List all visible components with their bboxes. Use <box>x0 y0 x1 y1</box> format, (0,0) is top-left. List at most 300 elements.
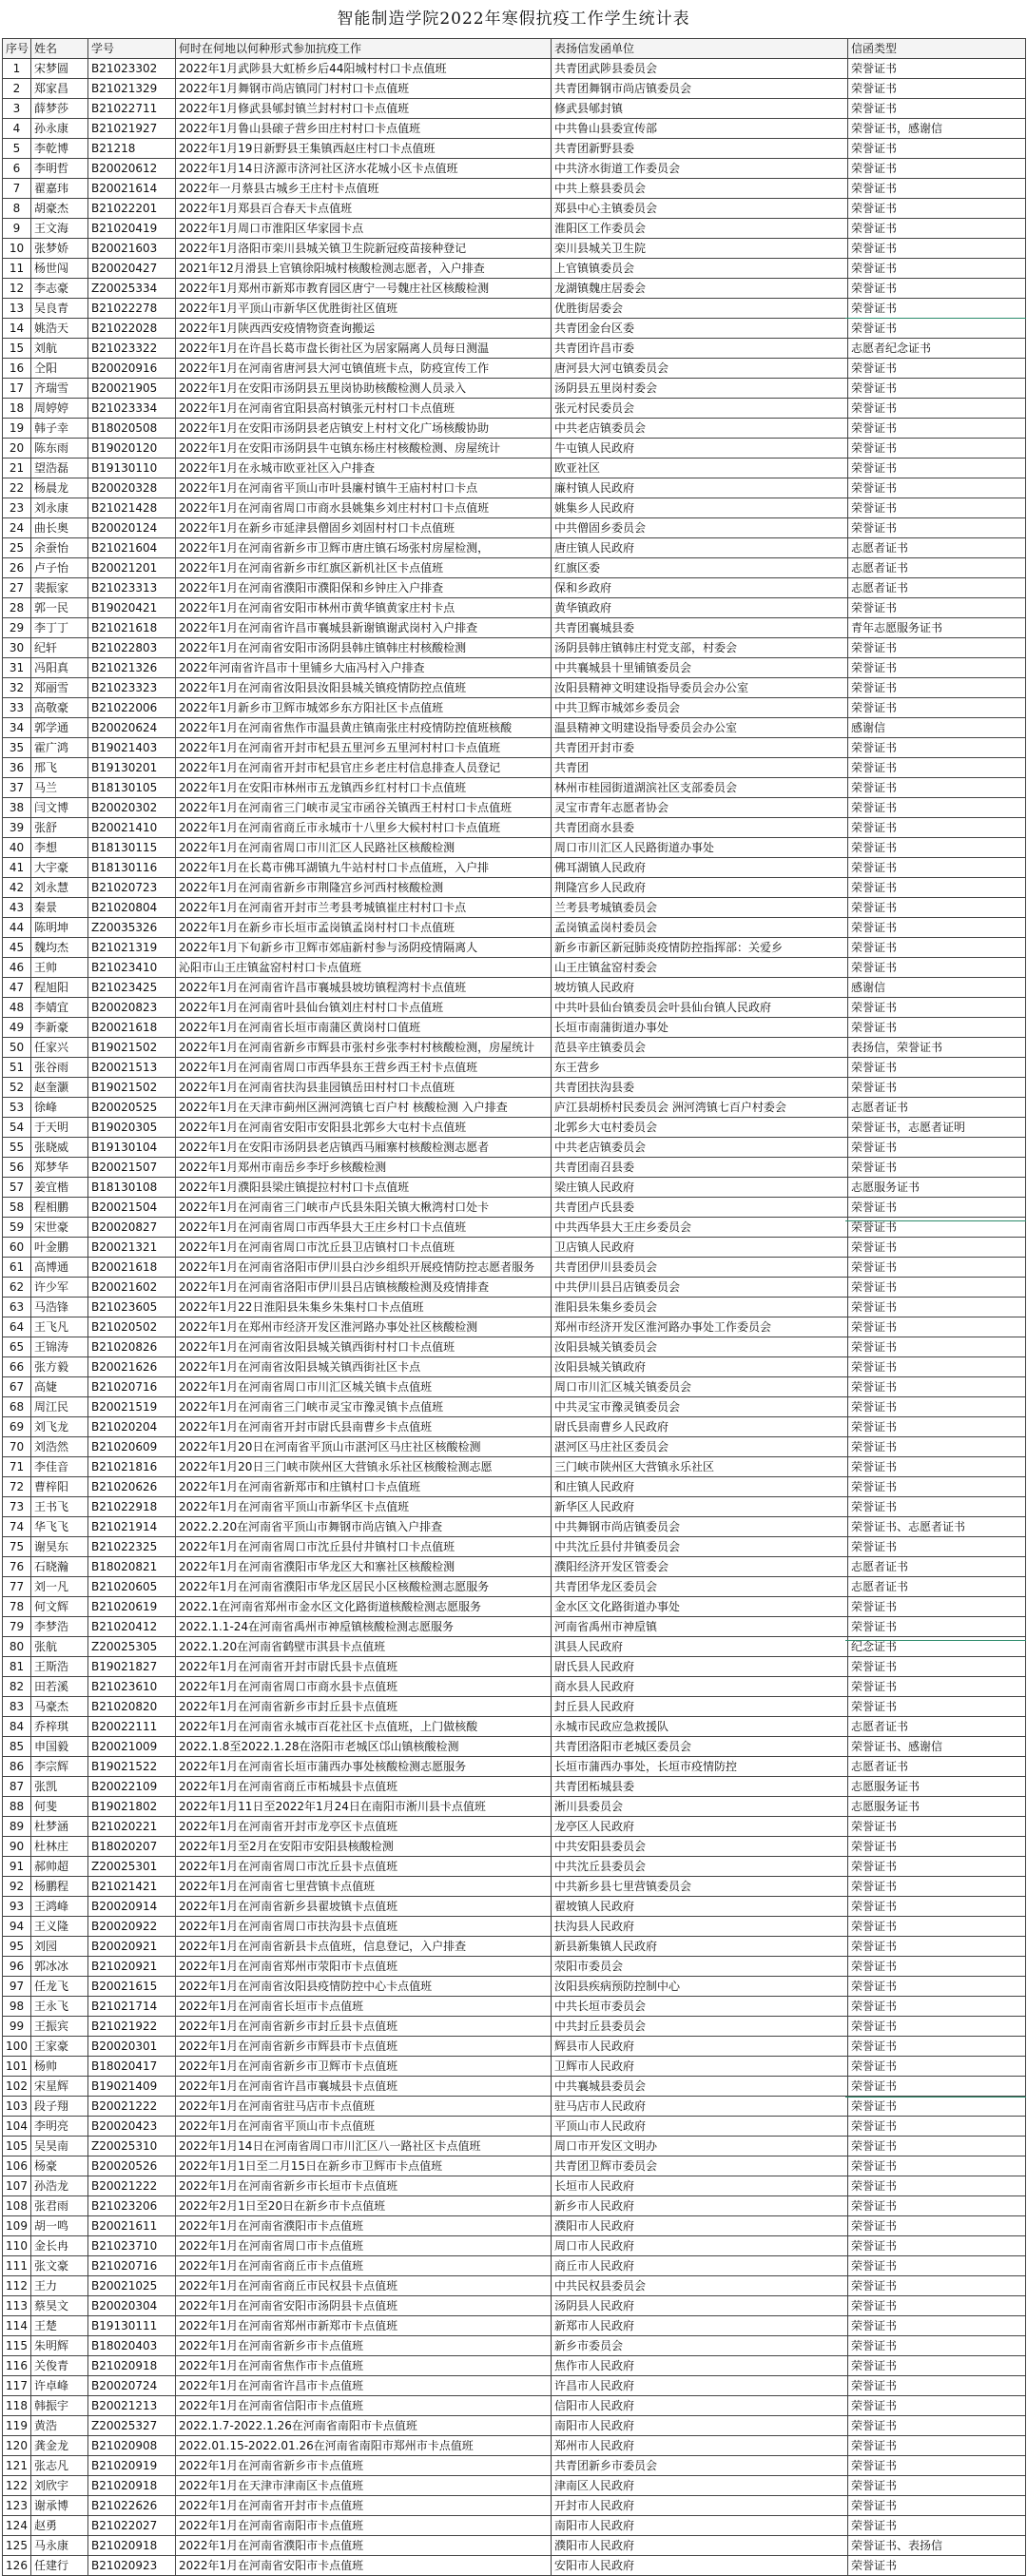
table-row <box>3 459 1026 478</box>
table-row <box>3 1977 1026 1997</box>
cell-student-id: B21020804 <box>88 898 176 918</box>
cell-index: 97 <box>3 1977 31 1997</box>
cell-student-id: Z20025305 <box>88 1637 176 1657</box>
table-row <box>3 598 1026 618</box>
cell-letter-type: 志愿者证书 <box>848 538 1026 558</box>
cell-letter-type: 志愿者纪念证书 <box>848 339 1026 359</box>
cell-issuer: 共青团扶沟县委 <box>552 1078 848 1098</box>
cell-issuer: 中共安阳县委员会 <box>552 1837 848 1857</box>
table-row <box>3 419 1026 439</box>
cell-activity: 沁阳市山王庄镇盆窑村村口卡点值班 <box>176 958 552 978</box>
cell-index: 27 <box>3 578 31 598</box>
table-row <box>3 1877 1026 1897</box>
cell-issuer: 东王营乡 <box>552 1058 848 1078</box>
cell-letter-type: 荣誉证书 <box>848 279 1026 299</box>
cell-student-id: B19130110 <box>88 459 176 478</box>
cell-issuer: 中共沈丘县委员会 <box>552 1857 848 1877</box>
cell-student-id: B19021403 <box>88 738 176 758</box>
cell-student-id: B20021507 <box>88 1158 176 1178</box>
cell-letter-type: 荣誉证书 <box>848 2236 1026 2256</box>
cell-name: 王锦涛 <box>31 1337 88 1357</box>
cell-activity: 2022年1月在河南省郑州市荥阳市卡点值班 <box>176 1957 552 1977</box>
table-row <box>3 718 1026 738</box>
table-row <box>3 1477 1026 1497</box>
cell-name: 李宗辉 <box>31 1757 88 1777</box>
cell-index: 62 <box>3 1278 31 1298</box>
table-row <box>3 79 1026 99</box>
cell-name: 郭学通 <box>31 718 88 738</box>
cell-letter-type: 荣誉证书 <box>848 2137 1026 2156</box>
table-row <box>3 1797 1026 1817</box>
table-row <box>3 159 1026 179</box>
cell-activity: 2022年1月在河南省开封市卡点值班 <box>176 2496 552 2516</box>
cell-student-id: B20020526 <box>88 2156 176 2176</box>
cell-issuer: 卫辉市人民政府 <box>552 2057 848 2077</box>
green-underline <box>845 318 1026 319</box>
cell-name: 刘一凡 <box>31 1577 88 1597</box>
cell-index: 56 <box>3 1158 31 1178</box>
cell-index: 117 <box>3 2376 31 2396</box>
cell-student-id: B20021410 <box>88 818 176 838</box>
cell-student-id: B21020716 <box>88 1377 176 1397</box>
cell-activity: 2022年1月在河南省开封市兰考县考城镇崔庄村村口卡点 <box>176 898 552 918</box>
cell-student-id: B20021615 <box>88 1977 176 1997</box>
cell-activity: 2022年1月在河南省商丘市永城市十八里乡大候村村口卡点值班 <box>176 818 552 838</box>
cell-letter-type: 荣誉证书 <box>848 79 1026 99</box>
table-row <box>3 2256 1026 2276</box>
cell-letter-type: 荣誉证书 <box>848 59 1026 79</box>
table-row <box>3 299 1026 319</box>
cell-name: 张谷雨 <box>31 1058 88 1078</box>
cell-student-id: Z20025310 <box>88 2137 176 2156</box>
table-row <box>3 1697 1026 1717</box>
cell-student-id: B21020626 <box>88 1477 176 1497</box>
cell-index: 108 <box>3 2196 31 2216</box>
table-row <box>3 478 1026 498</box>
cell-student-id: B21020605 <box>88 1577 176 1597</box>
table-row <box>3 2216 1026 2236</box>
cell-index: 82 <box>3 1677 31 1697</box>
cell-index: 113 <box>3 2296 31 2316</box>
table-row <box>3 379 1026 399</box>
cell-issuer: 平顶山市人民政府 <box>552 2117 848 2137</box>
table-row <box>3 1937 1026 1957</box>
cell-name: 马浩锋 <box>31 1298 88 1317</box>
cell-name: 王书飞 <box>31 1497 88 1517</box>
cell-index: 4 <box>3 119 31 139</box>
cell-index: 29 <box>3 618 31 638</box>
cell-letter-type: 荣誉证书 <box>848 1317 1026 1337</box>
cell-student-id: B20020823 <box>88 998 176 1018</box>
cell-issuer: 共青团伊川县委员会 <box>552 1258 848 1278</box>
cell-letter-type: 荣誉证书 <box>848 638 1026 658</box>
cell-issuer: 欧亚社区 <box>552 459 848 478</box>
cell-student-id: B21020723 <box>88 878 176 898</box>
cell-issuer: 保和乡政府 <box>552 578 848 598</box>
table-row <box>3 738 1026 758</box>
cell-student-id: B21021914 <box>88 1517 176 1537</box>
cell-letter-type: 荣誉证书 <box>848 1058 1026 1078</box>
cell-name: 王斯浩 <box>31 1657 88 1677</box>
cell-issuer: 永城市民政应急救援队 <box>552 1717 848 1737</box>
cell-issuer: 廉村镇人民政府 <box>552 478 848 498</box>
cell-letter-type: 荣誉证书 <box>848 2077 1026 2097</box>
cell-issuer: 淇县人民政府 <box>552 1637 848 1657</box>
cell-student-id: Z20025327 <box>88 2416 176 2436</box>
cell-activity: 2022年1月在安阳市汤阴县老店镇安上村村文化广场核酸协助 <box>176 419 552 439</box>
cell-name: 郑丽雪 <box>31 678 88 698</box>
cell-letter-type: 荣誉证书 <box>848 2117 1026 2137</box>
cell-issuer: 唐庄镇人民政府 <box>552 538 848 558</box>
cell-activity: 2022年1月在河南省七里营镇卡点值班 <box>176 1877 552 1897</box>
table-row <box>3 1717 1026 1737</box>
cell-activity: 2022年1月在河南省濮阳市华龙区大和寨社区核酸检测 <box>176 1557 552 1577</box>
cell-student-id: B21023605 <box>88 1298 176 1317</box>
cell-activity: 2022年1月在新乡市延津县僧固乡刘固村村口卡点值班 <box>176 518 552 538</box>
cell-name: 高博通 <box>31 1258 88 1278</box>
table-row <box>3 139 1026 159</box>
table-row <box>3 1577 1026 1597</box>
cell-letter-type: 荣誉证书 <box>848 1218 1026 1238</box>
cell-activity: 2022年1月下旬新乡市卫辉市郊庙新村参与汤阴疫情隔离人 <box>176 938 552 958</box>
cell-student-id: B20020423 <box>88 2117 176 2137</box>
cell-letter-type: 荣誉证书 <box>848 2316 1026 2336</box>
cell-issuer: 坡坊镇人民政府 <box>552 978 848 998</box>
table-row <box>3 1557 1026 1577</box>
cell-name: 曹梓阳 <box>31 1477 88 1497</box>
table-row <box>3 1857 1026 1877</box>
cell-issuer: 共青团新野县委 <box>552 139 848 159</box>
cell-student-id: B21022918 <box>88 1497 176 1517</box>
cell-name: 石晓瀚 <box>31 1557 88 1577</box>
cell-name: 段子翔 <box>31 2097 88 2117</box>
table-row <box>3 1897 1026 1917</box>
cell-activity: 2022年1月在河南省汝阳县城关镇西街村村口卡点值班 <box>176 1337 552 1357</box>
cell-activity: 2022年1月在许昌长葛市盘长街社区为居家隔离人员每日测温 <box>176 339 552 359</box>
cell-student-id: B20021321 <box>88 1238 176 1258</box>
cell-name: 杨晨龙 <box>31 478 88 498</box>
cell-letter-type: 荣誉证书 <box>848 1657 1026 1677</box>
cell-student-id: B21021714 <box>88 1997 176 2017</box>
cell-index: 18 <box>3 399 31 419</box>
cell-issuer: 中共襄城县十里铺镇委员会 <box>552 658 848 678</box>
cell-index: 59 <box>3 1218 31 1238</box>
cell-index: 54 <box>3 1118 31 1138</box>
cell-index: 98 <box>3 1997 31 2017</box>
cell-name: 乔梓琪 <box>31 1717 88 1737</box>
table-row <box>3 1517 1026 1537</box>
cell-activity: 2022年1月在河南省开封市杞县五里河乡五里河村村口卡点值班 <box>176 738 552 758</box>
cell-index: 39 <box>3 818 31 838</box>
cell-student-id: B20021009 <box>88 1737 176 1757</box>
cell-activity: 2022年1月郑州市新郑市教育园区唐宁一号魏庄社区核酸检测 <box>176 279 552 299</box>
cell-issuer: 中共舞钢市尚店镇委员会 <box>552 1517 848 1537</box>
cell-name: 张舒 <box>31 818 88 838</box>
cell-student-id: B20020304 <box>88 2296 176 2316</box>
cell-letter-type: 荣誉证书、表扬信 <box>848 2536 1026 2556</box>
cell-activity: 2022年1月在河南省新郑市和庄镇村口卡点值班 <box>176 1477 552 1497</box>
cell-name: 刘航 <box>31 339 88 359</box>
cell-student-id: B20020612 <box>88 159 176 179</box>
cell-index: 120 <box>3 2436 31 2456</box>
cell-student-id: B20021626 <box>88 1357 176 1377</box>
cell-index: 112 <box>3 2276 31 2296</box>
cell-student-id: B19020120 <box>88 439 176 459</box>
cell-activity: 2022年1月在河南省新乡市辉县市张村乡张李村村核酸检测，房屋统计 <box>176 1038 552 1058</box>
cell-issuer: 汝阳县疾病预防控制中心 <box>552 1977 848 1997</box>
cell-activity: 2022.1.1-24在河南省禹州市神垕镇核酸检测志愿服务 <box>176 1617 552 1637</box>
table-row <box>3 2097 1026 2117</box>
cell-activity: 2022年1月周口市淮阳区华家园卡点 <box>176 219 552 239</box>
cell-name: 闫文博 <box>31 798 88 818</box>
cell-index: 40 <box>3 838 31 858</box>
cell-letter-type: 荣誉证书，志愿者证明 <box>848 1118 1026 1138</box>
cell-activity: 2022.01.15-2022.01.26在河南省南阳市郑州市卡点值班 <box>176 2436 552 2456</box>
cell-student-id: B20020427 <box>88 259 176 279</box>
cell-name: 张晓威 <box>31 1138 88 1158</box>
cell-name: 李新豪 <box>31 1018 88 1038</box>
cell-student-id: Z20035326 <box>88 918 176 938</box>
cell-index: 3 <box>3 99 31 119</box>
cell-index: 83 <box>3 1697 31 1717</box>
cell-name: 李志豪 <box>31 279 88 299</box>
cell-index: 103 <box>3 2097 31 2117</box>
cell-name: 大宇豪 <box>31 858 88 878</box>
cell-name: 吴良青 <box>31 299 88 319</box>
cell-name: 任建行 <box>31 2556 88 2576</box>
cell-activity: 2022年1月在河南省三门峡市卢氏县朱阳关镇大楸湾村口处卡 <box>176 1198 552 1218</box>
cell-activity: 2022年1月19日新野县王集镇西赵庄村口卡点值班 <box>176 139 552 159</box>
cell-issuer: 长垣市蒲西办事处，长垣市疫情防控 <box>552 1757 848 1777</box>
cell-letter-type: 荣誉证书 <box>848 359 1026 379</box>
cell-index: 110 <box>3 2236 31 2256</box>
table-row <box>3 1118 1026 1138</box>
cell-activity: 2022年1月在河南省三门峡市灵宝市豫灵镇卡点值班 <box>176 1397 552 1417</box>
cell-student-id: B21021922 <box>88 2017 176 2037</box>
cell-issuer: 荥阳市委员会 <box>552 1957 848 1977</box>
cell-letter-type: 荣誉证书 <box>848 2256 1026 2276</box>
table-row <box>3 818 1026 838</box>
cell-activity: 2022年1月在河南省长垣市南蒲区黄岗村口值班 <box>176 1018 552 1038</box>
cell-student-id: B18020508 <box>88 419 176 439</box>
cell-name: 陈东雨 <box>31 439 88 459</box>
cell-issuer: 共青团许昌市委 <box>552 339 848 359</box>
cell-letter-type: 荣誉证书 <box>848 1697 1026 1717</box>
cell-letter-type: 荣誉证书 <box>848 2037 1026 2057</box>
cell-activity: 2022年1月在河南省安阳市林州市黄华镇黄家庄村卡点 <box>176 598 552 618</box>
cell-letter-type: 荣誉证书 <box>848 2516 1026 2536</box>
cell-activity: 2022年1月在河南省永城市百花社区卡点值班，上门做核酸 <box>176 1717 552 1737</box>
cell-name: 王义隆 <box>31 1917 88 1937</box>
cell-issuer: 栾川县城关卫生院 <box>552 239 848 259</box>
cell-student-id: B21020221 <box>88 1817 176 1837</box>
cell-index: 43 <box>3 898 31 918</box>
cell-index: 78 <box>3 1597 31 1617</box>
cell-issuer: 山王庄镇盆窑村委会 <box>552 958 848 978</box>
cell-issuer: 中共卫辉市城郊乡委员会 <box>552 698 848 718</box>
cell-student-id: B21023322 <box>88 339 176 359</box>
cell-name: 王帅 <box>31 958 88 978</box>
cell-index: 105 <box>3 2137 31 2156</box>
table-row <box>3 2376 1026 2396</box>
cell-index: 22 <box>3 478 31 498</box>
cell-issuer: 灵宝市青年志愿者协会 <box>552 798 848 818</box>
cell-index: 73 <box>3 1497 31 1517</box>
cell-index: 58 <box>3 1198 31 1218</box>
cell-student-id: B21020908 <box>88 2436 176 2456</box>
cell-activity: 2022年1月在河南省安阳市汤阴县韩庄镇韩庄村核酸检测 <box>176 638 552 658</box>
cell-student-id: B20021513 <box>88 1058 176 1078</box>
cell-index: 86 <box>3 1757 31 1777</box>
cell-activity: 2022年1月14日济源市济河社区济水花城小区卡点值班 <box>176 159 552 179</box>
cell-issuer: 商丘市人民政府 <box>552 2256 848 2276</box>
cell-index: 124 <box>3 2516 31 2536</box>
cell-activity: 2022.1.8至2022.1.28在洛阳市老城区邙山镇核酸检测 <box>176 1737 552 1757</box>
cell-issuer: 共青团华龙区委员会 <box>552 1577 848 1597</box>
cell-activity: 2022年1月在河南省许昌市襄城县新谢镇谢武岗村入户排查 <box>176 618 552 638</box>
cell-student-id: B19021522 <box>88 1757 176 1777</box>
cell-activity: 2022年1月在河南省商丘市柘城县卡点值班 <box>176 1777 552 1797</box>
cell-activity: 2022年1月在河南省叶县仙台镇刘庄村村口卡点值班 <box>176 998 552 1018</box>
cell-name: 张凯 <box>31 1777 88 1797</box>
table-row <box>3 838 1026 858</box>
cell-letter-type: 荣誉证书 <box>848 1377 1026 1397</box>
cell-student-id: B21023610 <box>88 1677 176 1697</box>
cell-letter-type: 荣誉证书 <box>848 1877 1026 1897</box>
cell-activity: 2022年1月在河南省南阳市卡点值班 <box>176 2516 552 2536</box>
cell-issuer: 共青团开封市委 <box>552 738 848 758</box>
cell-student-id: B21020921 <box>88 1957 176 1977</box>
cell-student-id: B21020609 <box>88 1437 176 1457</box>
cell-name: 陈明坤 <box>31 918 88 938</box>
cell-student-id: B21020918 <box>88 2476 176 2496</box>
cell-student-id: B20020916 <box>88 359 176 379</box>
cell-letter-type: 志愿者证书 <box>848 1757 1026 1777</box>
cell-name: 刘永康 <box>31 498 88 518</box>
cell-issuer: 张元村民委员会 <box>552 399 848 419</box>
cell-letter-type: 志愿服务证书 <box>848 1797 1026 1817</box>
cell-issuer: 周口市人民政府 <box>552 2236 848 2256</box>
cell-activity: 2022年1月在河南省平顶山市叶县廉村镇牛王庙村村口卡点 <box>176 478 552 498</box>
cell-name: 张君雨 <box>31 2196 88 2216</box>
cell-issuer: 唐河县大河屯镇委员会 <box>552 359 848 379</box>
cell-index: 79 <box>3 1617 31 1637</box>
table-row <box>3 558 1026 578</box>
cell-issuer: 中共济水街道工作委员会 <box>552 159 848 179</box>
cell-issuer: 优胜街居委会 <box>552 299 848 319</box>
table-row <box>3 778 1026 798</box>
statistics-table <box>2 38 1026 2576</box>
cell-issuer: 北郭乡大屯村委员会 <box>552 1118 848 1138</box>
cell-activity: 2022年1月在河南省商丘市卡点值班 <box>176 2256 552 2276</box>
cell-student-id: B21021329 <box>88 79 176 99</box>
cell-activity: 2022年1月在河南省新乡市卡点值班 <box>176 2456 552 2476</box>
cell-name: 谢昊东 <box>31 1537 88 1557</box>
cell-issuer: 长垣市人民政府 <box>552 2176 848 2196</box>
cell-name: 魏均杰 <box>31 938 88 958</box>
table-row <box>3 1957 1026 1977</box>
cell-issuer: 信阳市人民政府 <box>552 2396 848 2416</box>
cell-issuer: 佛耳湖镇人民政府 <box>552 858 848 878</box>
cell-student-id: B21023410 <box>88 958 176 978</box>
cell-activity: 2022年1月在河南省平顶山市卡点值班 <box>176 2117 552 2137</box>
table-row <box>3 1617 1026 1637</box>
cell-issuer: 淮阳县朱集乡委员会 <box>552 1298 848 1317</box>
cell-issuer: 中共新乡县七里营镇委员会 <box>552 1877 848 1897</box>
cell-activity: 2022年1月在河南省安阳市安阳县北郭乡大屯村卡点值班 <box>176 1118 552 1138</box>
cell-index: 70 <box>3 1437 31 1457</box>
cell-index: 106 <box>3 2156 31 2176</box>
cell-index: 6 <box>3 159 31 179</box>
cell-activity: 2022年1月在河南省周口市卡点值班 <box>176 2236 552 2256</box>
cell-issuer: 淮阳区工作委员会 <box>552 219 848 239</box>
cell-index: 35 <box>3 738 31 758</box>
table-row <box>3 538 1026 558</box>
cell-issuer: 许昌市人民政府 <box>552 2376 848 2396</box>
cell-letter-type: 荣誉证书 <box>848 439 1026 459</box>
cell-issuer: 中共沈丘县付井镇委员会 <box>552 1537 848 1557</box>
cell-issuer: 黄华镇政府 <box>552 598 848 618</box>
cell-student-id: B20021222 <box>88 2097 176 2117</box>
cell-activity: 2022年1月在河南省开封市杞县官庄乡老庄村信息排查人员登记 <box>176 758 552 778</box>
cell-activity: 2022年1月在河南省新乡市红旗区新机社区卡点值班 <box>176 558 552 578</box>
cell-issuer: 安阳市人民政府 <box>552 2556 848 2576</box>
cell-student-id: Z20025334 <box>88 279 176 299</box>
table-row <box>3 678 1026 698</box>
table-row <box>3 1038 1026 1058</box>
cell-activity: 2022年1月在河南省长垣市蒲西办事处核酸检测志愿服务 <box>176 1757 552 1777</box>
cell-issuer: 开封市人民政府 <box>552 2496 848 2516</box>
cell-issuer: 新华区人民政府 <box>552 1497 848 1517</box>
cell-letter-type: 荣誉证书 <box>848 1677 1026 1697</box>
cell-name: 高敬豪 <box>31 698 88 718</box>
cell-student-id: B20020827 <box>88 1218 176 1238</box>
cell-student-id: B20021201 <box>88 558 176 578</box>
cell-index: 25 <box>3 538 31 558</box>
cell-name: 仝阳 <box>31 359 88 379</box>
cell-index: 93 <box>3 1897 31 1917</box>
cell-name: 何斐 <box>31 1797 88 1817</box>
cell-student-id: B20020124 <box>88 518 176 538</box>
cell-letter-type: 荣誉证书 <box>848 1258 1026 1278</box>
cell-student-id: B20021213 <box>88 2396 176 2416</box>
cell-index: 75 <box>3 1537 31 1557</box>
cell-letter-type: 荣誉证书 <box>848 758 1026 778</box>
cell-issuer: 林州市桂园街道湖滨社区支部委员会 <box>552 778 848 798</box>
cell-letter-type: 荣誉证书 <box>848 1837 1026 1857</box>
cell-activity: 2022.1在河南省郑州市金水区文化路街道核酸检测志愿服务 <box>176 1597 552 1617</box>
cell-name: 谢承博 <box>31 2496 88 2516</box>
cell-activity: 2022年1月在河南省新乡市卫辉市卡点值班 <box>176 2057 552 2077</box>
cell-student-id: B19021502 <box>88 1078 176 1098</box>
cell-name: 杜林庄 <box>31 1837 88 1857</box>
cell-index: 14 <box>3 319 31 339</box>
cell-index: 67 <box>3 1377 31 1397</box>
cell-activity: 2022年2月1日至20日在新乡市卡点值班 <box>176 2196 552 2216</box>
cell-letter-type: 荣誉证书 <box>848 738 1026 758</box>
cell-index: 100 <box>3 2037 31 2057</box>
cell-letter-type: 荣誉证书 <box>848 2296 1026 2316</box>
table-row <box>3 1437 1026 1457</box>
cell-issuer: 驻马店市人民政府 <box>552 2097 848 2117</box>
green-underline <box>845 2097 1026 2098</box>
cell-name: 赵勇 <box>31 2516 88 2536</box>
cell-issuer: 中共老店镇委员会 <box>552 1138 848 1158</box>
cell-letter-type: 荣誉证书 <box>848 419 1026 439</box>
cell-activity: 2022年1月在河南省平顶山市新华区卡点值班 <box>176 1497 552 1517</box>
cell-issuer: 中共伊川县吕店镇委员会 <box>552 1278 848 1298</box>
cell-activity: 2022年1月在河南省周口市西华县东王营乡西王村卡点值班 <box>176 1058 552 1078</box>
